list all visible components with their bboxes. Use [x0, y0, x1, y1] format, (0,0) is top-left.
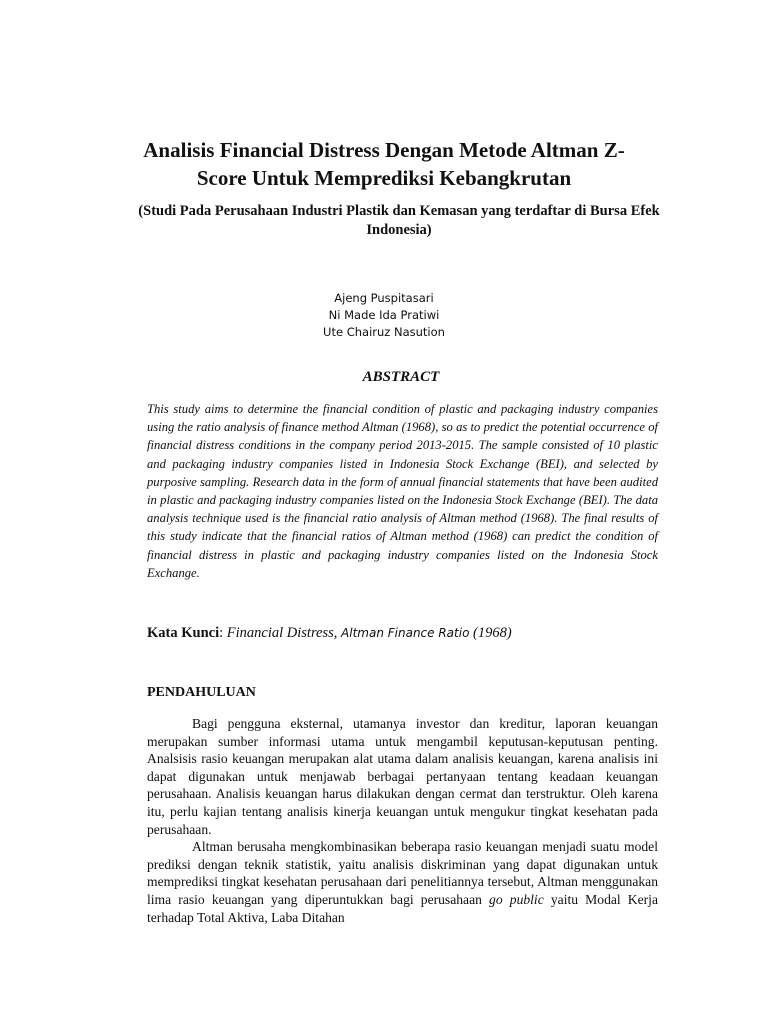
keyword-term: (1968): [469, 625, 512, 641]
paper-title: Analisis Financial Distress Dengan Metode Altman Z-Score Untuk Memprediksi Kebangkrutan: [143, 138, 625, 190]
body-paragraph: [147, 838, 658, 926]
keywords-separator: ,: [333, 625, 342, 641]
author-list: [0, 290, 768, 341]
body-paragraph: Bagi pengguna eksternal, utamanya investor dan kreditur, laporan keuangan merupakan sumber informasi utama untuk mengambil keputusan-keputusan penting. Analsisis rasio keuangan merupakan alat utama dalam analisis keuangan, karena analisis ini dapat digunakan untuk menjawab berbagai pertanyaan tentang keadaan keuangan perusahaan. Analisis keuangan harus dilakukan dengan cermat dan terstruktur. Oleh karena itu, perlu kajian tentang analisis kinerja keuangan untuk mengukur tingkat kesehatan pada perusahaan.: [147, 716, 658, 837]
keyword-term: Altman Finance Ratio: [341, 626, 470, 640]
keyword-term: Financial Distress: [226, 625, 334, 641]
body-text-italic: go public: [489, 891, 544, 907]
author-name: Ajeng Puspitasari: [334, 291, 434, 305]
body-text-run: Altman berusaha mengkombinasikan beberapa rasio keuangan menjadi suatu model prediksi dengan teknik statistik, yaitu analisis diskriminan yang dapat digunakan untuk memprediksi tingkat kesehatan perusahaan dari penelitiannya tersebut, Altman menggunakan lima rasio keuangan yang diperuntukkan bagi perusahaan: [147, 839, 658, 907]
keywords-label: Kata Kunci: [147, 625, 220, 641]
body-text: [147, 715, 658, 926]
abstract-text: This study aims to determine the financial condition of plastic and packaging industry companies using the ratio analysis of finance method Altman (1968), so as to predict the potential occurrence of financial distress conditions in the company period 2013-2015. The sample consisted of 10 plastic and packaging industry companies listed in Indonesia Stock Exchange (BEI), and selected by purposive sampling. Research data in the form of annual financial statements that have been audited in plastic and packaging industry companies listed on the Indonesia Stock Exchange (BEI). The data analysis technique used is the financial ratio analysis of Altman method (1968). The final results of this study indicate that the financial ratios of Altman method (1968) can predict the condition of financial distress in plastic and packaging industry companies listed on the Indonesia Stock Exchange.: [147, 402, 658, 580]
paper-subtitle: (Studi Pada Perusahaan Industri Plastik dan Kemasan yang terdaftar di Bursa Efek Indonesia): [138, 203, 660, 238]
section-heading: PENDAHULUAN: [147, 685, 256, 700]
body-text-run: yaitu Modal Kerja terhadap Total Aktiva, Laba Ditahan: [147, 891, 658, 925]
author-name: Ni Made Ida Pratiwi: [328, 308, 440, 322]
keywords-separator: :: [219, 625, 227, 641]
keywords-line: [147, 623, 667, 643]
abstract-heading: ABSTRACT: [362, 369, 440, 385]
author-name: Ute Chairuz Nasution: [323, 325, 445, 339]
